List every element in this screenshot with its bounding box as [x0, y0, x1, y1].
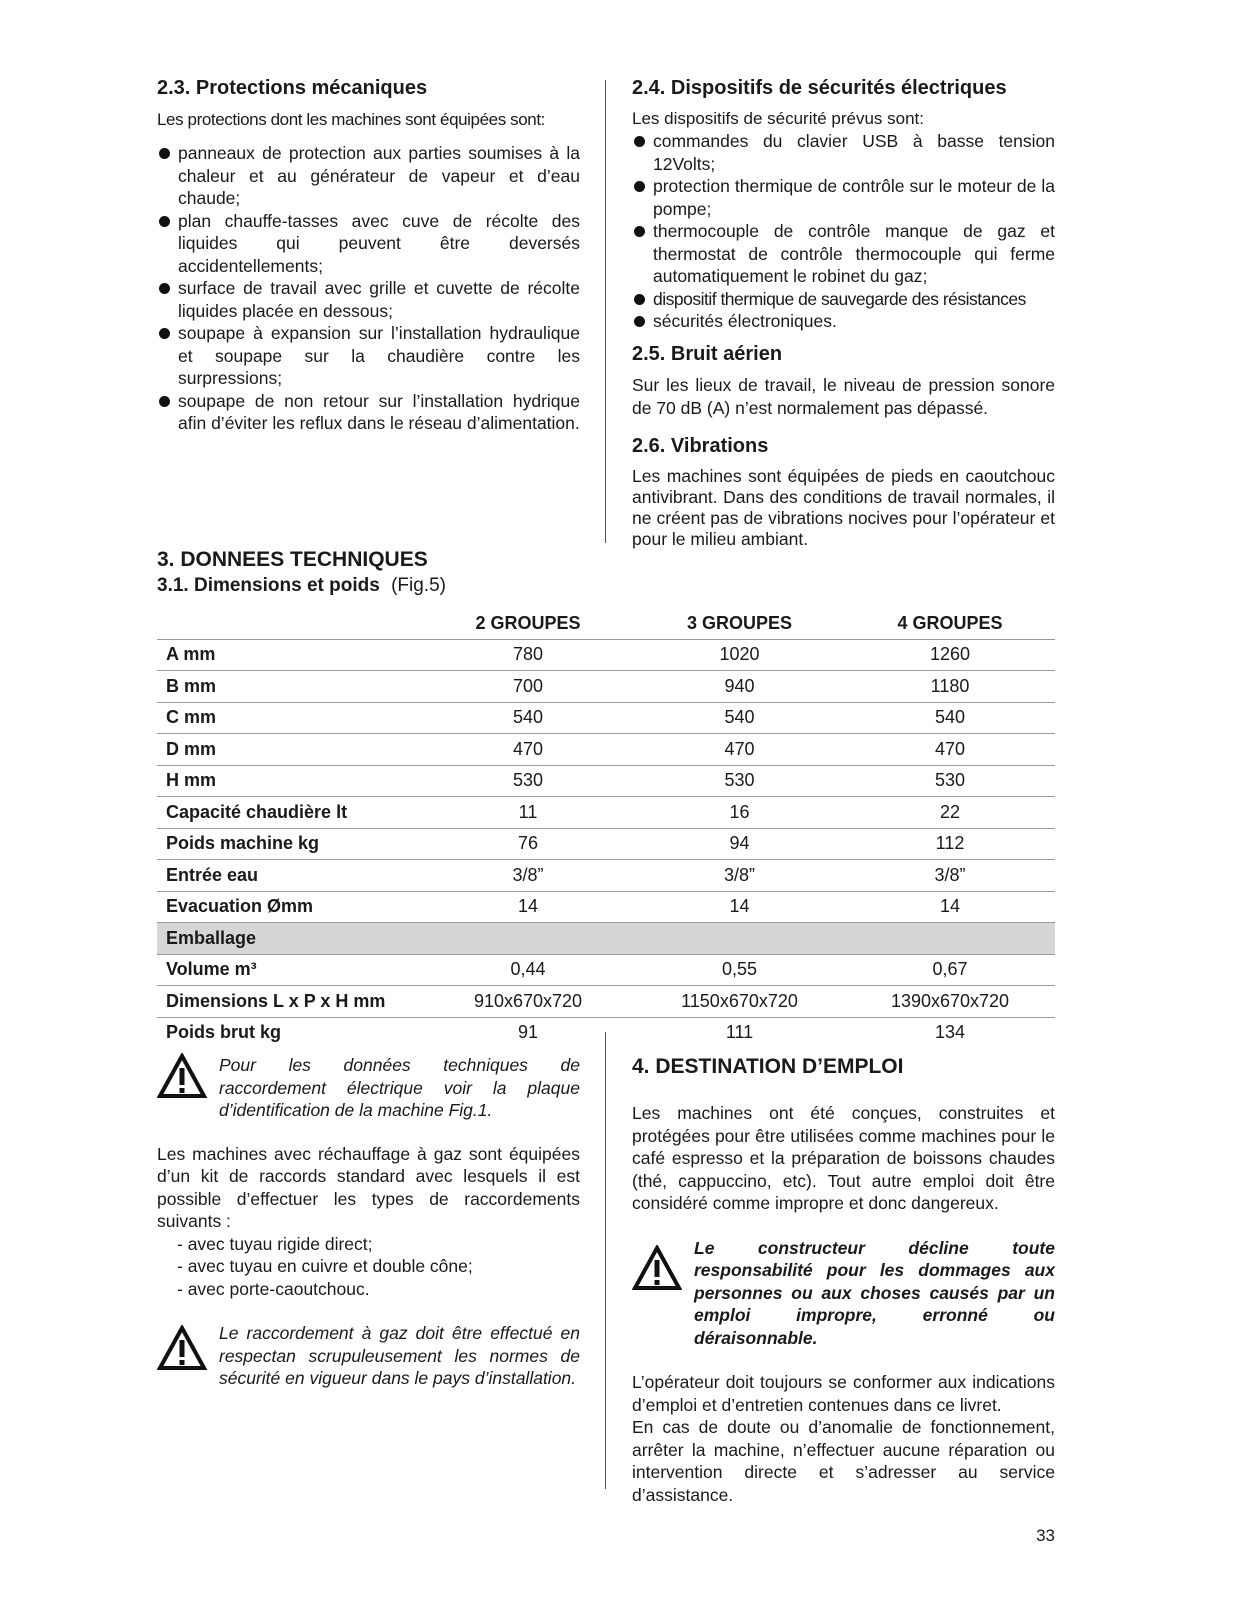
table-header-cell: [157, 608, 422, 639]
table-row: Evacuation Ømm 14 14 14: [157, 891, 1055, 923]
table-row: Entrée eau 3/8” 3/8” 3/8”: [157, 860, 1055, 892]
column-divider-bottom: [605, 1032, 606, 1489]
section-2-4: [632, 76, 1055, 333]
table-row: C mm 540 540 540: [157, 702, 1055, 734]
section-2-6: [632, 434, 1055, 550]
bullet-dot-icon: [159, 396, 170, 407]
table-header-cell: 3 GROUPES: [634, 608, 845, 639]
page-number: 33: [1036, 1526, 1055, 1545]
bullet-dot-icon: [159, 328, 170, 339]
section-2-4-title: 2.4. Dispositifs de sécurités électriques: [632, 77, 1007, 99]
table-row: Volume m³ 0,44 0,55 0,67: [157, 954, 1055, 986]
table-section-row: [157, 923, 1055, 955]
bullet-dot-icon: [634, 226, 645, 237]
section-4-title: 4. DESTINATION D’EMPLOI: [632, 1055, 904, 1078]
list-item: surface de travail avec grille et cuvette de récolte liquides placée en dessous;: [157, 277, 580, 322]
gas-connection-list: [157, 1233, 580, 1301]
table-row: D mm 470 470 470: [157, 734, 1055, 766]
section-4: [632, 1055, 1055, 1506]
section-2-4-intro: Les dispositifs de sécurité prévus sont:: [632, 109, 924, 128]
bullet-dot-icon: [634, 294, 645, 305]
section-2-3-intro: Les protections dont les machines sont équipées sont:: [157, 110, 545, 129]
table-row: Poids brut kg 91 111 134: [166, 1022, 966, 1043]
gas-connection-text: Les machines avec réchauffage à gaz sont équipées d’un kit de raccords standard avec lesquels il est possible d’effectuer les types de raccordements suivants :: [157, 1143, 580, 1231]
warning-triangle-icon: [157, 1325, 207, 1371]
section-2-3-title: 2.3. Protections mécaniques: [157, 77, 428, 99]
malfunction-text: En cas de doute ou d’anomalie de fonctionnement, arrêter la machine, n’effectuer aucune réparation ou intervention directe et s’adresser au service d’assistance.: [632, 1417, 1055, 1505]
bullet-dot-icon: [634, 316, 645, 327]
section-2-6-text: Les machines sont équipées de pieds en caoutchouc antivibrant. Dans des conditions de travail normales, il ne créent pas de vibrations nocives pour l’opérateur et pour le milieu ambiant.: [632, 466, 1055, 549]
list-item: thermocouple de contrôle manque de gaz et thermostat de contrôle thermocouple qui ferme automatiquement le robinet du gaz;: [632, 220, 1055, 288]
warning-triangle-icon: [632, 1245, 682, 1291]
list-item: dispositif thermique de sauvegarde des résistances: [632, 288, 1055, 311]
warning-electrical-text: Pour les données techniques de raccordement électrique voir la plaque d’identification de la machine Fig.1.: [219, 1055, 580, 1120]
list-item: plan chauffe-tasses avec cuve de récolte des liquides qui peuvent être deversés accidentellements;: [157, 210, 580, 278]
table-row: Poids machine kg 76 94 112: [157, 828, 1055, 860]
section-2-5-title: 2.5. Bruit aérien: [632, 343, 783, 365]
section-2-6-title: 2.6. Vibrations: [632, 435, 769, 457]
warning-gas-text: Le raccordement à gaz doit être effectué en respectan scrupuleusement les normes de sécurité en vigueur dans le pays d’installation.: [219, 1323, 580, 1388]
section-3-1-figure-ref: (Fig.5): [391, 575, 446, 596]
section-4-text: Les machines ont été conçues, construites et protégées pour être utilisées comme machines pour le café espresso et la préparation de boissons chaudes (thé, cappuccino, etc). Tout autre emploi doit être considéré comme impropre et donc dangereux.: [632, 1103, 1055, 1213]
list-item: - avec porte-caoutchouc.: [177, 1278, 370, 1299]
table-section-label: Emballage: [157, 923, 422, 955]
warning-responsibility-text: Le constructeur décline toute responsabilité pour les dommages aux personnes ou aux choses causés par un emploi impropre, erronné ou déraisonnable.: [694, 1237, 1055, 1348]
section-2-4-list: [632, 130, 1055, 333]
section-3-title: 3. DONNEES TECHNIQUES: [157, 548, 428, 571]
warning-gas: [157, 1322, 580, 1390]
list-item: commandes du clavier USB à basse tension 12Volts;: [632, 130, 1055, 175]
section-3-1-subtitle-text: 3.1. Dimensions et poids: [157, 575, 380, 596]
left-bottom-column: [157, 1053, 580, 1390]
list-item: soupape de non retour sur l’installation hydrique afin d’éviter les reflux dans le réseau d’alimentation.: [157, 390, 580, 435]
bullet-dot-icon: [159, 283, 170, 294]
section-2-5: [632, 342, 1055, 419]
section-2-3-list: [157, 142, 580, 435]
column-divider-top: [605, 80, 606, 543]
warning-triangle-icon: [157, 1053, 207, 1099]
section-2-3: [157, 76, 580, 435]
list-item: protection thermique de contrôle sur le moteur de la pompe;: [632, 175, 1055, 220]
bullet-dot-icon: [159, 148, 170, 159]
bullet-dot-icon: [159, 216, 170, 227]
list-item: - avec tuyau rigide direct;: [177, 1233, 373, 1254]
list-item: panneaux de protection aux parties soumises à la chaleur et au générateur de vapeur et d’eau chaude;: [157, 142, 580, 210]
section-2-5-text: Sur les lieux de travail, le niveau de pression sonore de 70 dB (A) n’est normalement pas dépassé.: [632, 375, 1055, 418]
bullet-dot-icon: [634, 136, 645, 147]
list-item: sécurités électroniques.: [632, 310, 1055, 333]
section-3: [157, 548, 757, 598]
bullet-dot-icon: [634, 181, 645, 192]
table-header-row: [157, 608, 1055, 639]
table-row: Capacité chaudière lt 11 16 22: [157, 797, 1055, 829]
list-item: soupape à expansion sur l’installation hydraulique et soupape sur la chaudière contre les surpressions;: [157, 322, 580, 390]
table-header-cell: 2 GROUPES: [422, 608, 634, 639]
table-row: Dimensions L x P x H mm 910x670x720 1150x670x720 1390x670x720: [157, 986, 1055, 1018]
section-3-1-subtitle: [157, 574, 757, 598]
spec-table: [157, 608, 1055, 1048]
table-row: B mm 700 940 1180: [157, 671, 1055, 703]
table-row: H mm 530 530 530: [157, 765, 1055, 797]
table-header-cell: 4 GROUPES: [845, 608, 1055, 639]
warning-electrical: [157, 1053, 580, 1122]
operator-instructions-text: L’opérateur doit toujours se conformer aux indications d’emploi et d’entretien contenues dans ce livret.: [632, 1372, 1055, 1415]
warning-responsibility: [632, 1237, 1055, 1350]
table-row: A mm 780 1020 1260: [157, 639, 1055, 671]
list-item: - avec tuyau en cuivre et double cône;: [177, 1256, 473, 1276]
spec-table-wrap: [157, 608, 1055, 1048]
